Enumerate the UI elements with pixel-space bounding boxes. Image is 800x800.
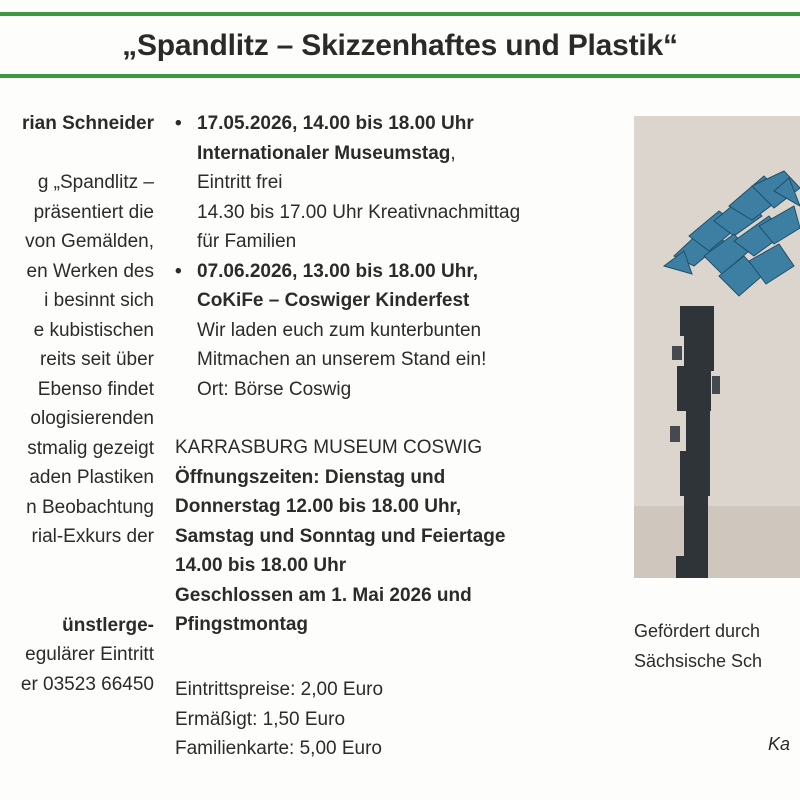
event-name: CoKiFe – Coswiger Kinderfest	[197, 290, 470, 311]
opening-hours-line: Donnerstag 12.00 bis 18.00 Uhr,	[175, 496, 462, 517]
left-line: reits seit über	[39, 349, 154, 370]
event-name: Internationaler Museumstag	[197, 142, 451, 164]
left-line: von Gemälden,	[25, 231, 154, 252]
left-line: e kubistischen	[33, 319, 154, 341]
left-line: i besinnt sich	[44, 290, 154, 311]
left-line: stmalig gezeigt	[27, 437, 154, 459]
caption-line: Gefördert durch	[634, 621, 761, 641]
event-detail: 14.30 bis 17.00 Uhr Kreativnachmittag	[197, 201, 521, 223]
event-detail: Wir laden euch zum kunterbunten	[197, 319, 482, 341]
event-item	[175, 109, 615, 257]
event-detail: Ort: Börse Coswig	[197, 378, 352, 400]
left-line: rian Schneider	[22, 113, 154, 134]
event-detail: für Familien	[197, 231, 297, 252]
sponsor-caption	[634, 617, 762, 676]
left-line: Ebenso findet	[37, 378, 154, 400]
bullet-icon: •	[175, 260, 182, 282]
price-list	[175, 675, 383, 764]
event-name-suffix: ,	[450, 142, 456, 164]
left-line: rial-Exkurs der	[31, 526, 154, 547]
left-line: ologisierenden	[30, 408, 154, 429]
event-date: 07.06.2026, 13.00 bis 18.00 Uhr,	[197, 260, 478, 282]
left-line: aden Plastiken	[29, 467, 154, 488]
credit-text: Ka	[768, 734, 791, 754]
museum-name: KARRASBURG MUSEUM COSWIG	[175, 437, 483, 458]
page-title: „Spandlitz – Skizzenhaftes und Plastik“	[122, 29, 678, 62]
left-line: ünstlerge-	[62, 614, 154, 636]
event-item	[175, 257, 615, 405]
caption-line: Sächsische Sch	[634, 650, 763, 671]
left-line: egulärer Eintritt	[25, 644, 154, 665]
event-detail: Eintritt frei	[197, 172, 283, 193]
opening-hours-line: Öffnungszeiten: Dienstag und	[175, 466, 446, 488]
left-line: en Werken des	[26, 260, 154, 282]
events-column	[175, 109, 615, 640]
price-line: Familienkarte: 5,00 Euro	[175, 738, 382, 759]
price-line: Eintrittspreise: 2,00 Euro	[175, 679, 384, 700]
event-detail: Mitmachen an unserem Stand ein!	[197, 349, 487, 370]
sculpture-illustration	[634, 116, 800, 578]
left-line: er 03523 66450	[20, 673, 154, 695]
opening-hours-line: Pfingstmontag	[175, 614, 308, 635]
left-text-column	[0, 109, 154, 699]
title-banner	[0, 12, 800, 78]
left-line: n Beobachtung	[26, 496, 154, 518]
opening-hours-line: Geschlossen am 1. Mai 2026 und	[175, 584, 472, 606]
opening-hours-line: 14.00 bis 18.00 Uhr	[175, 555, 347, 576]
opening-hours-line: Samstag und Sonntag und Feiertage	[175, 525, 506, 547]
sculpture-photo	[634, 116, 800, 578]
left-line: präsentiert die	[33, 201, 154, 223]
bullet-icon: •	[175, 113, 182, 134]
price-line: Ermäßigt: 1,50 Euro	[175, 708, 346, 730]
event-date: 17.05.2026, 14.00 bis 18.00 Uhr	[197, 113, 474, 134]
left-line: g „Spandlitz –	[37, 172, 154, 193]
